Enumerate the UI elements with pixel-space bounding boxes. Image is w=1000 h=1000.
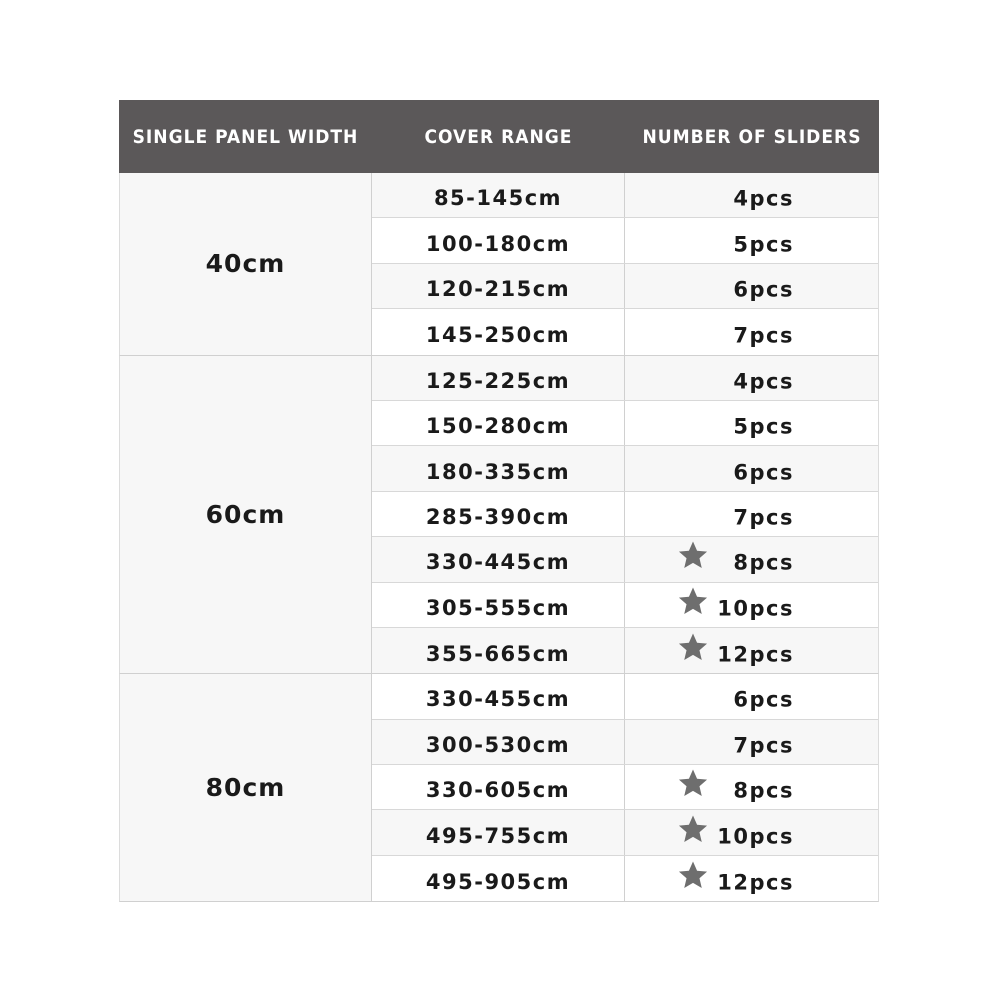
slider-count: 6pcs (733, 277, 794, 302)
table-row (372, 492, 878, 537)
slider-count: 5pcs (733, 232, 794, 257)
cover-range-cell: 125-225cm (372, 356, 625, 400)
slider-count: 7pcs (733, 323, 794, 348)
group-1 (119, 173, 879, 356)
panel-width-cell: 40cm (120, 173, 372, 355)
cover-range-cell: 100-180cm (372, 218, 625, 262)
cover-range-cell: 85-145cm (372, 173, 625, 217)
table-row (372, 309, 878, 354)
group-3 (119, 674, 879, 902)
cover-range-cell: 120-215cm (372, 264, 625, 308)
cover-range-cell: 145-250cm (372, 309, 625, 354)
cover-range-cell: 180-335cm (372, 446, 625, 490)
table-row (372, 628, 878, 673)
slider-count: 4pcs (733, 186, 794, 211)
table-row (372, 218, 878, 263)
cover-range-cell: 330-445cm (372, 537, 625, 581)
table-row (372, 356, 878, 401)
cover-range-cell: 495-905cm (372, 856, 625, 901)
cover-range-cell: 355-665cm (372, 628, 625, 673)
sliders-cell (625, 537, 878, 581)
star-icon (677, 813, 709, 845)
panel-width-cell: 60cm (120, 356, 372, 674)
slider-count: 8pcs (733, 550, 794, 575)
slider-count: 4pcs (733, 369, 794, 394)
table-row (372, 537, 878, 582)
table-row (372, 720, 878, 765)
sliders-cell (625, 856, 878, 901)
table-row (372, 401, 878, 446)
header-number-of-sliders: NUMBER OF SLIDERS (642, 125, 862, 148)
sliders-cell (625, 674, 878, 718)
cover-range-cell: 330-455cm (372, 674, 625, 718)
slider-count: 5pcs (733, 414, 794, 439)
sliders-cell (625, 583, 878, 627)
sliders-cell (625, 309, 878, 354)
sliders-cell (625, 492, 878, 536)
star-icon (677, 767, 709, 799)
table-row (372, 674, 878, 719)
slider-count: 12pcs (717, 642, 794, 667)
slider-count: 6pcs (733, 460, 794, 485)
sliders-cell (625, 356, 878, 400)
group-rows (372, 356, 878, 674)
group-rows (372, 674, 878, 901)
sliders-cell (625, 218, 878, 262)
table-row (372, 264, 878, 309)
star-icon (677, 631, 709, 663)
slider-count: 8pcs (733, 778, 794, 803)
panel-width-cell: 80cm (120, 674, 372, 901)
cover-range-cell: 150-280cm (372, 401, 625, 445)
table-row (372, 765, 878, 810)
slider-count: 10pcs (717, 824, 794, 849)
cover-range-cell: 300-530cm (372, 720, 625, 764)
star-icon (677, 585, 709, 617)
table-row (372, 810, 878, 855)
slider-count: 7pcs (733, 505, 794, 530)
sliders-cell (625, 765, 878, 809)
group-2 (119, 356, 879, 675)
table-header (119, 100, 879, 173)
sliders-cell (625, 810, 878, 854)
table-row (372, 446, 878, 491)
table-row (372, 856, 878, 901)
sliders-cell (625, 628, 878, 673)
sliders-cell (625, 173, 878, 217)
sliders-cell (625, 720, 878, 764)
sliders-cell (625, 264, 878, 308)
table-body (119, 173, 879, 902)
star-icon (677, 539, 709, 571)
cover-range-cell: 495-755cm (372, 810, 625, 854)
slider-count: 7pcs (733, 733, 794, 758)
slider-count: 12pcs (717, 870, 794, 895)
slider-count: 6pcs (733, 688, 794, 713)
slider-size-table (119, 100, 879, 902)
cover-range-cell: 285-390cm (372, 492, 625, 536)
table-row (372, 583, 878, 628)
group-rows (372, 173, 878, 355)
sliders-cell (625, 401, 878, 445)
header-cover-range: COVER RANGE (424, 125, 573, 148)
star-icon (677, 859, 709, 891)
cover-range-cell: 330-605cm (372, 765, 625, 809)
table-row (372, 173, 878, 218)
slider-count: 10pcs (717, 596, 794, 621)
header-single-panel-width: SINGLE PANEL WIDTH (132, 125, 359, 148)
cover-range-cell: 305-555cm (372, 583, 625, 627)
sliders-cell (625, 446, 878, 490)
